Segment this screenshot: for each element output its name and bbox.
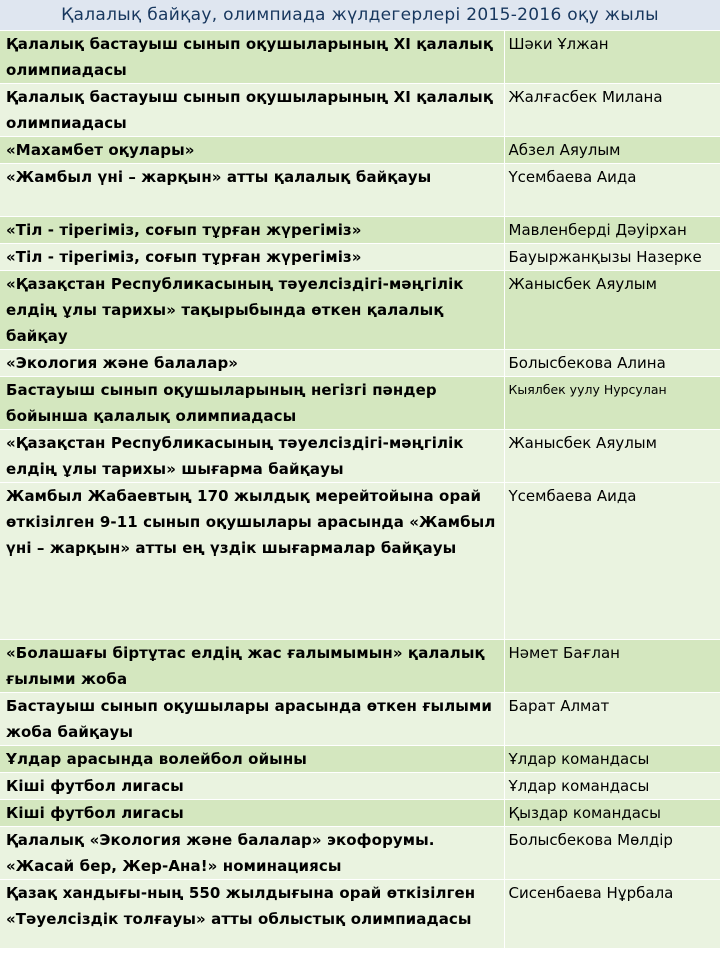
winner-cell: Бауыржанқызы Назерке bbox=[504, 244, 720, 271]
page-title: Қалалық байқау, олимпиада жүлдегерлері 2015-2016 оқу жылы bbox=[0, 0, 720, 31]
winner-cell: Сисенбаева Нұрбала bbox=[504, 880, 720, 949]
winner-cell: Ұлдар командасы bbox=[504, 773, 720, 800]
competition-cell: «Тіл - тірегіміз, соғып тұрған жүрегіміз» bbox=[0, 217, 504, 244]
competition-cell: «Тіл - тірегіміз, соғып тұрған жүрегіміз» bbox=[0, 244, 504, 271]
table-row bbox=[0, 137, 720, 164]
winner-cell: Ұлдар командасы bbox=[504, 746, 720, 773]
winner-cell: Болысбекова Алина bbox=[504, 350, 720, 377]
competition-cell: Кіші футбол лигасы bbox=[0, 800, 504, 827]
table-row bbox=[0, 746, 720, 773]
table-row bbox=[0, 800, 720, 827]
competition-cell: Қалалық бастауыш сынып оқушыларының XI қалалық олимпиадасы bbox=[0, 84, 504, 137]
competition-cell: Бастауыш сынып оқушылары арасында өткен ғылыми жоба байқауы bbox=[0, 693, 504, 746]
winner-cell: Нәмет Бағлан bbox=[504, 640, 720, 693]
table-row bbox=[0, 244, 720, 271]
winner-cell: Үсембаева Аида bbox=[504, 483, 720, 640]
winners-table-body bbox=[0, 31, 720, 949]
table-row bbox=[0, 84, 720, 137]
competition-cell: «Болашағы біртұтас елдің жас ғалымымын» қалалық ғылыми жоба bbox=[0, 640, 504, 693]
competition-cell: Қалалық «Экология және балалар» экофорумы. «Жасай бер, Жер-Ана!» номинациясы bbox=[0, 827, 504, 880]
winner-cell: Үсембаева Аида bbox=[504, 164, 720, 217]
table-row bbox=[0, 31, 720, 84]
table-row bbox=[0, 164, 720, 217]
table-row bbox=[0, 827, 720, 880]
table-row bbox=[0, 483, 720, 640]
winner-cell: Жанысбек Аяулым bbox=[504, 430, 720, 483]
table-row bbox=[0, 271, 720, 350]
competition-cell: «Қазақстан Республикасының тәуелсіздігі-мәңгілік елдің ұлы тарихы» тақырыбында өткен қалалық байқау bbox=[0, 271, 504, 350]
winner-cell: Кыялбек уулу Нурсулан bbox=[504, 377, 720, 430]
competition-cell: «Жамбыл үні – жарқын» атты қалалық байқауы bbox=[0, 164, 504, 217]
winner-cell: Жалғасбек Милана bbox=[504, 84, 720, 137]
competition-cell: Бастауыш сынып оқушыларының негізгі пәндер бойынша қалалық олимпиадасы bbox=[0, 377, 504, 430]
winner-cell: Мавленберді Дәуірхан bbox=[504, 217, 720, 244]
competition-cell: «Қазақстан Республикасының тәуелсіздігі-мәңгілік елдің ұлы тарихы» шығарма байқауы bbox=[0, 430, 504, 483]
competition-cell: Жамбыл Жабаевтың 170 жылдық мерейтойына орай өткізілген 9-11 сынып оқушылары арасында «Жамбыл үні – жарқын» атты ең үздік шығармалар байқауы bbox=[0, 483, 504, 640]
competition-cell: «Экология және балалар» bbox=[0, 350, 504, 377]
competition-cell: Қазақ хандығы-ның 550 жылдығына орай өткізілген «Тәуелсіздік толғауы» атты облыстық олимпиадасы bbox=[0, 880, 504, 949]
table-row bbox=[0, 693, 720, 746]
competition-cell: Кіші футбол лигасы bbox=[0, 773, 504, 800]
table-row bbox=[0, 350, 720, 377]
winner-cell: Барат Алмат bbox=[504, 693, 720, 746]
competition-cell: «Махамбет оқулары» bbox=[0, 137, 504, 164]
table-row bbox=[0, 430, 720, 483]
winners-table bbox=[0, 31, 720, 949]
table-row bbox=[0, 773, 720, 800]
competition-cell: Қалалық бастауыш сынып оқушыларының XI қалалық олимпиадасы bbox=[0, 31, 504, 84]
winner-cell: Жанысбек Аяулым bbox=[504, 271, 720, 350]
competition-cell: Ұлдар арасында волейбол ойыны bbox=[0, 746, 504, 773]
table-row bbox=[0, 640, 720, 693]
winner-cell: Болысбекова Мөлдір bbox=[504, 827, 720, 880]
table-row bbox=[0, 377, 720, 430]
winner-cell: Абзел Аяулым bbox=[504, 137, 720, 164]
table-row bbox=[0, 880, 720, 949]
winner-cell: Шәки Ұлжан bbox=[504, 31, 720, 84]
table-row bbox=[0, 217, 720, 244]
winner-cell: Қыздар командасы bbox=[504, 800, 720, 827]
